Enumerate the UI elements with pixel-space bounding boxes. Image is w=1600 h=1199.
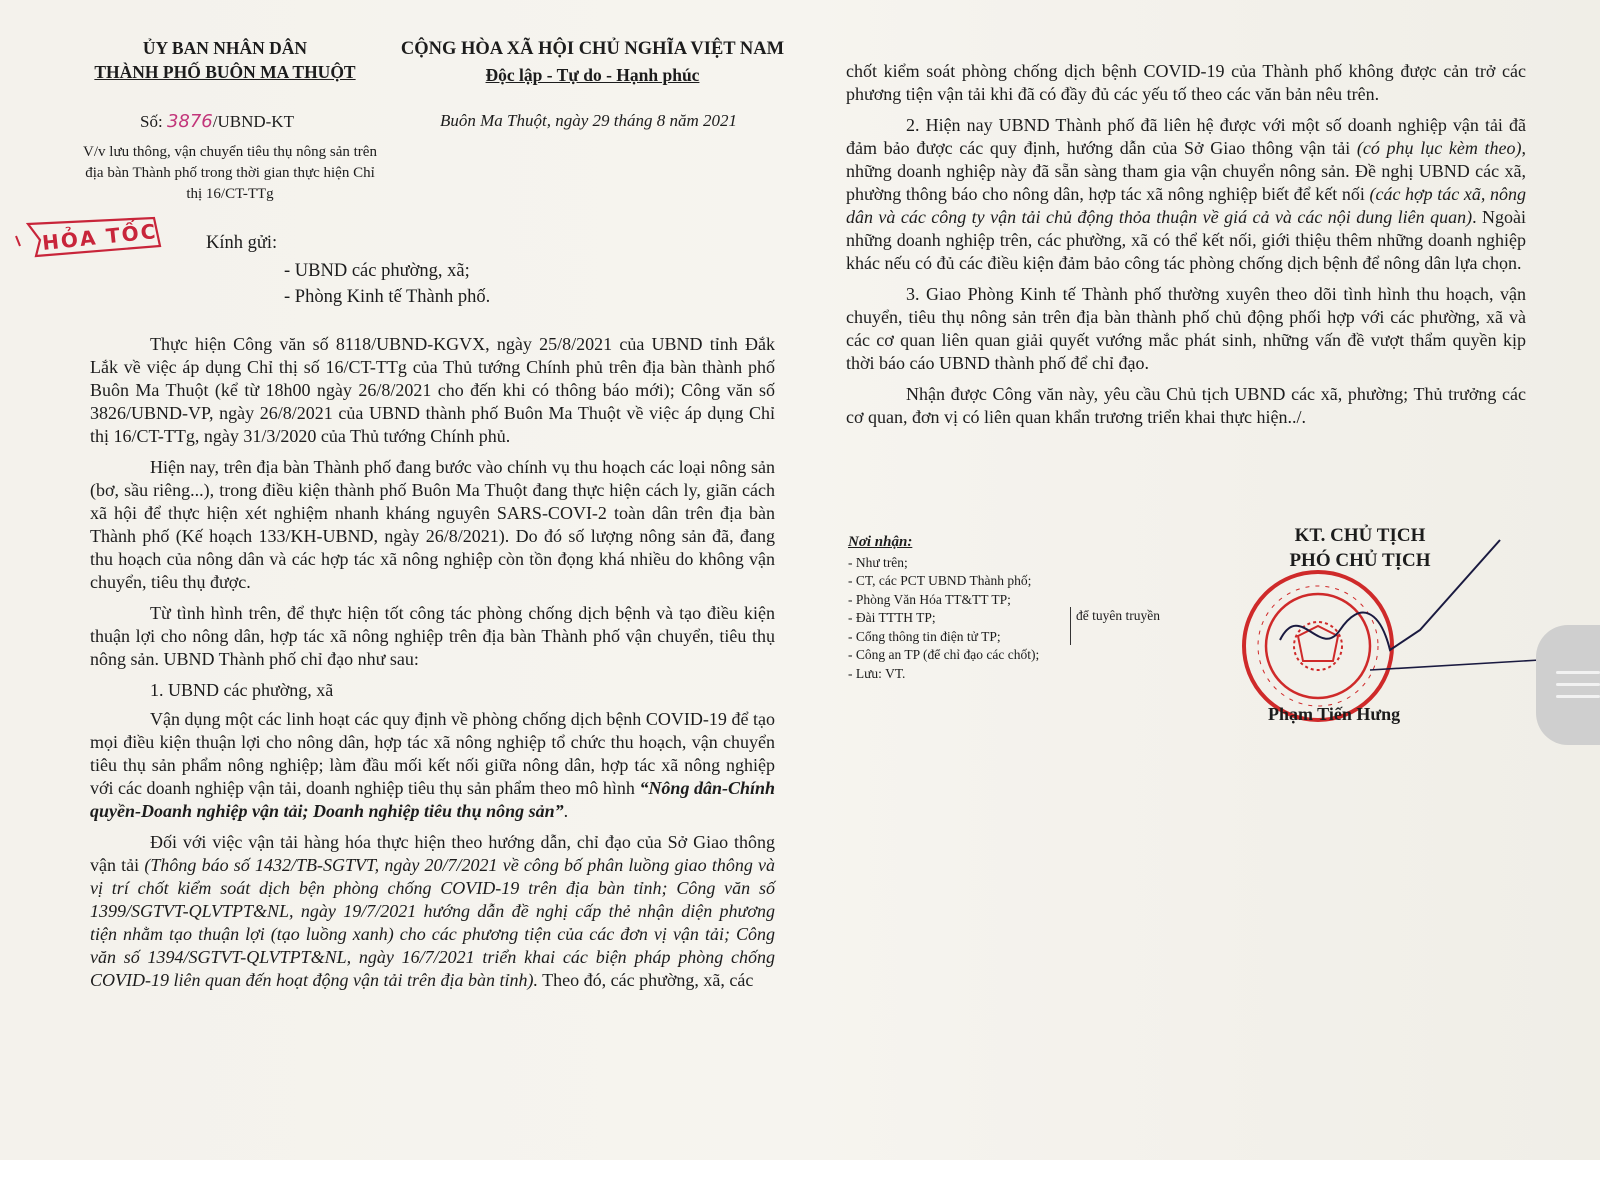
- national-header: [385, 36, 800, 88]
- paragraph-item-2: [846, 114, 1526, 275]
- p4-end: .: [563, 801, 569, 821]
- handle-line: [1556, 683, 1600, 686]
- paragraph-5: [90, 831, 775, 992]
- paragraph-1: Thực hiện Công văn số 8118/UBND-KGVX, ngày 25/8/2021 của UBND tỉnh Đắk Lắk về việc áp dụng Chỉ thị số 16/CT-TTg của Thủ tướng Chính phủ trên địa bàn thành phố Buôn Ma Thuột (kể từ 18h00 ngày 26/8/2021 cho đến khi có thông báo mới); Công văn số 3826/UBND-VP, ngày 26/8/2021 của UBND thành phố Buôn Ma Thuột về việc áp dụng Chỉ thị 16/CT-TTg, ngày 31/3/2020 của Thủ tướng Chính phủ.: [90, 334, 775, 446]
- city-name: THÀNH PHỐ BUÔN MA THUỘT: [94, 62, 356, 82]
- number-handwritten: 3876: [166, 111, 213, 132]
- signer-name: Phạm Tiến Hưng: [1268, 704, 1401, 724]
- number-prefix: Số:: [140, 112, 163, 131]
- national-motto: Độc lập - Tự do - Hạnh phúc: [485, 65, 700, 85]
- p2-appendix-note: (có phụ lục kèm theo): [1356, 138, 1522, 158]
- item-1-heading: 1. UBND các phường, xã: [150, 680, 334, 700]
- signature-title-2: PHÓ CHỦ TỊCH: [1289, 550, 1431, 571]
- p5-references: (Thông báo số 1432/TB-SGTVT, ngày 20/7/2021 về công bố phân luồng giao thông và vị trí chốt kiểm soát dịch bện phòng chống COVID-19 trên địa bàn tỉnh; Công văn số 1399/SGTVT-QLVTPT&NL, ngày 19/7/2021 hướng dẫn đề nghị cấp thẻ nhận diện phương tiện nhằm tạo thuận lợi (tạo luồng xanh) cho các phương tiện của các đơn vị vận tải; Công văn số 1394/SGTVT-QLVTPT&NL, ngày 16/7/2021 triển khai các biện pháp phòng chống COVID-19 liên quan đến hoạt động vận tải trên địa bàn tỉnh).: [90, 855, 775, 990]
- nation-title: CỘNG HÒA XÃ HỘI CHỦ NGHĨA VIỆT NAM: [400, 39, 785, 59]
- p5-end: Theo đó, các phường, xã, các: [537, 970, 754, 990]
- p2-mid: , những doanh nghiệp này đã sẵn sàng tham gia vận chuyển nông sản. Đề nghị UBND các xã, phường thông báo cho nông dân, hợp tác xã nông nghiệp biết để kết nối: [846, 138, 1526, 204]
- stamp-text: HỎA TỐC: [41, 219, 159, 255]
- bracket-note: để tuyên truyền: [1070, 607, 1160, 645]
- paragraph-2: Hiện nay, trên địa bàn Thành phố đang bước vào chính vụ thu hoạch các loại nông sản (bơ, sầu riêng...), trong điều kiện thành phố Buôn Ma Thuột đang thực hiện cách ly, giãn cách xã hội để thực hiện xét nghiệm nhanh kháng nguyên SARS-COVI-2 toàn dân trên địa bàn Thành phố (Kế hoạch 133/KH-UBND, ngày 26/8/2021). Do đó số lượng nông sản đã, đang thu hoạch của nông dân và các hợp tác xã nông nghiệp còn tồn đọng khá nhiều do không vận chuyển, tiêu thụ được.: [90, 457, 775, 592]
- signature-scribble: [1270, 520, 1550, 720]
- urgent-stamp: [14, 216, 164, 262]
- recipient-item: - Phòng Kinh tế Thành phố.: [284, 287, 491, 307]
- paragraph-item-3: 3. Giao Phòng Kinh tế Thành phố thường xuyên theo dõi tình hình thu hoạch, vận chuyển, tiêu thụ nông sản trên địa bàn thành phố chủ động phối hợp với các phường, xã và các cơ quan liên quan giải quyết vướng mắc phát sinh, những vấn đề vượt thẩm quyền kịp thời báo cáo UBND thành phố để chỉ đạo.: [846, 284, 1526, 373]
- side-scroll-handle[interactable]: [1536, 625, 1600, 745]
- distribution-item: - Cổng thông tin điện tử TP;: [848, 628, 1001, 644]
- signature-title-1: KT. CHỦ TỊCH: [1294, 525, 1426, 546]
- p4-model: “Nông dân-Chính quyền-Doanh nghiệp vận tải; Doanh nghiệp tiêu thụ nông sản”: [90, 778, 775, 821]
- p2-agreement-note: (các hợp tác xã, nông dân và các công ty vận tải chủ động thỏa thuận về giá cả và các nội dung liên quan): [846, 184, 1526, 227]
- p2-text: 2. Hiện nay UBND Thành phố đã liên hệ được với một số doanh nghiệp vận tải đã đảm bảo được các quy định, hướng dẫn của Sở Giao thông vận tải: [846, 115, 1526, 158]
- recipient-item: - UBND các phường, xã;: [284, 261, 470, 281]
- distribution-item: - Lưu: VT.: [848, 665, 906, 681]
- distribution-item: - Phòng Văn Hóa TT&TT TP;: [848, 591, 1011, 607]
- paragraph-3: Từ tình hình trên, để thực hiện tốt công tác phòng chống dịch bệnh và tạo điều kiện thuận lợi cho nông dân, hợp tác xã nông nghiệp trên địa bàn Thành phố vận chuyển, tiêu thụ nông sản. UBND Thành phố chỉ đạo như sau:: [90, 603, 775, 669]
- issuing-agency: [70, 36, 380, 84]
- bottom-margin: [0, 1160, 1600, 1199]
- paragraph-4: [90, 708, 775, 823]
- dateline: Buôn Ma Thuột, ngày 29 tháng 8 năm 2021: [440, 111, 738, 130]
- distribution-item: - Như trên;: [848, 554, 908, 570]
- distribution-item: - Đài TTTH TP;: [848, 610, 936, 625]
- document-number: [140, 111, 294, 132]
- paragraph-continued: chốt kiểm soát phòng chống dịch bệnh COVID-19 của Thành phố không được cản trở các phương tiện vận tải khi đã có đầy đủ các yếu tố theo các văn bản nêu trên.: [846, 61, 1526, 104]
- p2-end: . Ngoài những doanh nghiệp trên, các phường, xã có thể kết nối, giới thiệu thêm những doanh nghiệp khác nếu có đủ các điều kiện đảm bảo công tác phòng chống dịch bệnh để nông dân lựa chọn.: [846, 207, 1526, 273]
- handle-line: [1556, 671, 1600, 674]
- number-suffix: /UBND-KT: [212, 112, 294, 131]
- greeting-label: Kính gửi:: [206, 233, 278, 253]
- distribution-title: Nơi nhận:: [848, 534, 913, 550]
- agency-name: ỦY BAN NHÂN DÂN: [142, 38, 308, 58]
- document-subject: V/v lưu thông, vận chuyển tiêu thụ nông sản trên địa bàn Thành phố trong thời gian thực hiện Chỉ thị 16/CT-TTg: [83, 144, 377, 202]
- distribution-item: - Công an TP (để chỉ đạo các chốt);: [848, 647, 1040, 662]
- handle-line: [1556, 695, 1600, 698]
- p4-text: Vận dụng một các linh hoạt các quy định về phòng chống dịch bệnh COVID-19 để tạo mọi điều kiện thuận lợi cho nông dân, hợp tác xã nông nghiệp tổ chức thu hoạch, vận chuyển tiêu thụ sản phẩm nông nghiệp; làm đầu mối kết nối giữa nông dân, hợp tác xã nông nghiệp với các doanh nghiệp vận tải, doanh nghiệp tiêu thụ sản phẩm theo mô hình: [90, 709, 775, 798]
- p5-text: Đối với việc vận tải hàng hóa thực hiện theo hướng dẫn, chỉ đạo của Sở Giao thông vận tải: [90, 832, 775, 875]
- body-left-column: [90, 333, 775, 1000]
- paragraph-closing: Nhận được Công văn này, yêu cầu Chủ tịch UBND các xã, phường; Thủ trưởng các cơ quan, đơn vị có liên quan khẩn trương triển khai thực hiện../.: [846, 384, 1526, 427]
- distribution-item: - CT, các PCT UBND Thành phố;: [848, 573, 1032, 588]
- recipient-list: [284, 258, 490, 310]
- body-right-column: [846, 60, 1526, 437]
